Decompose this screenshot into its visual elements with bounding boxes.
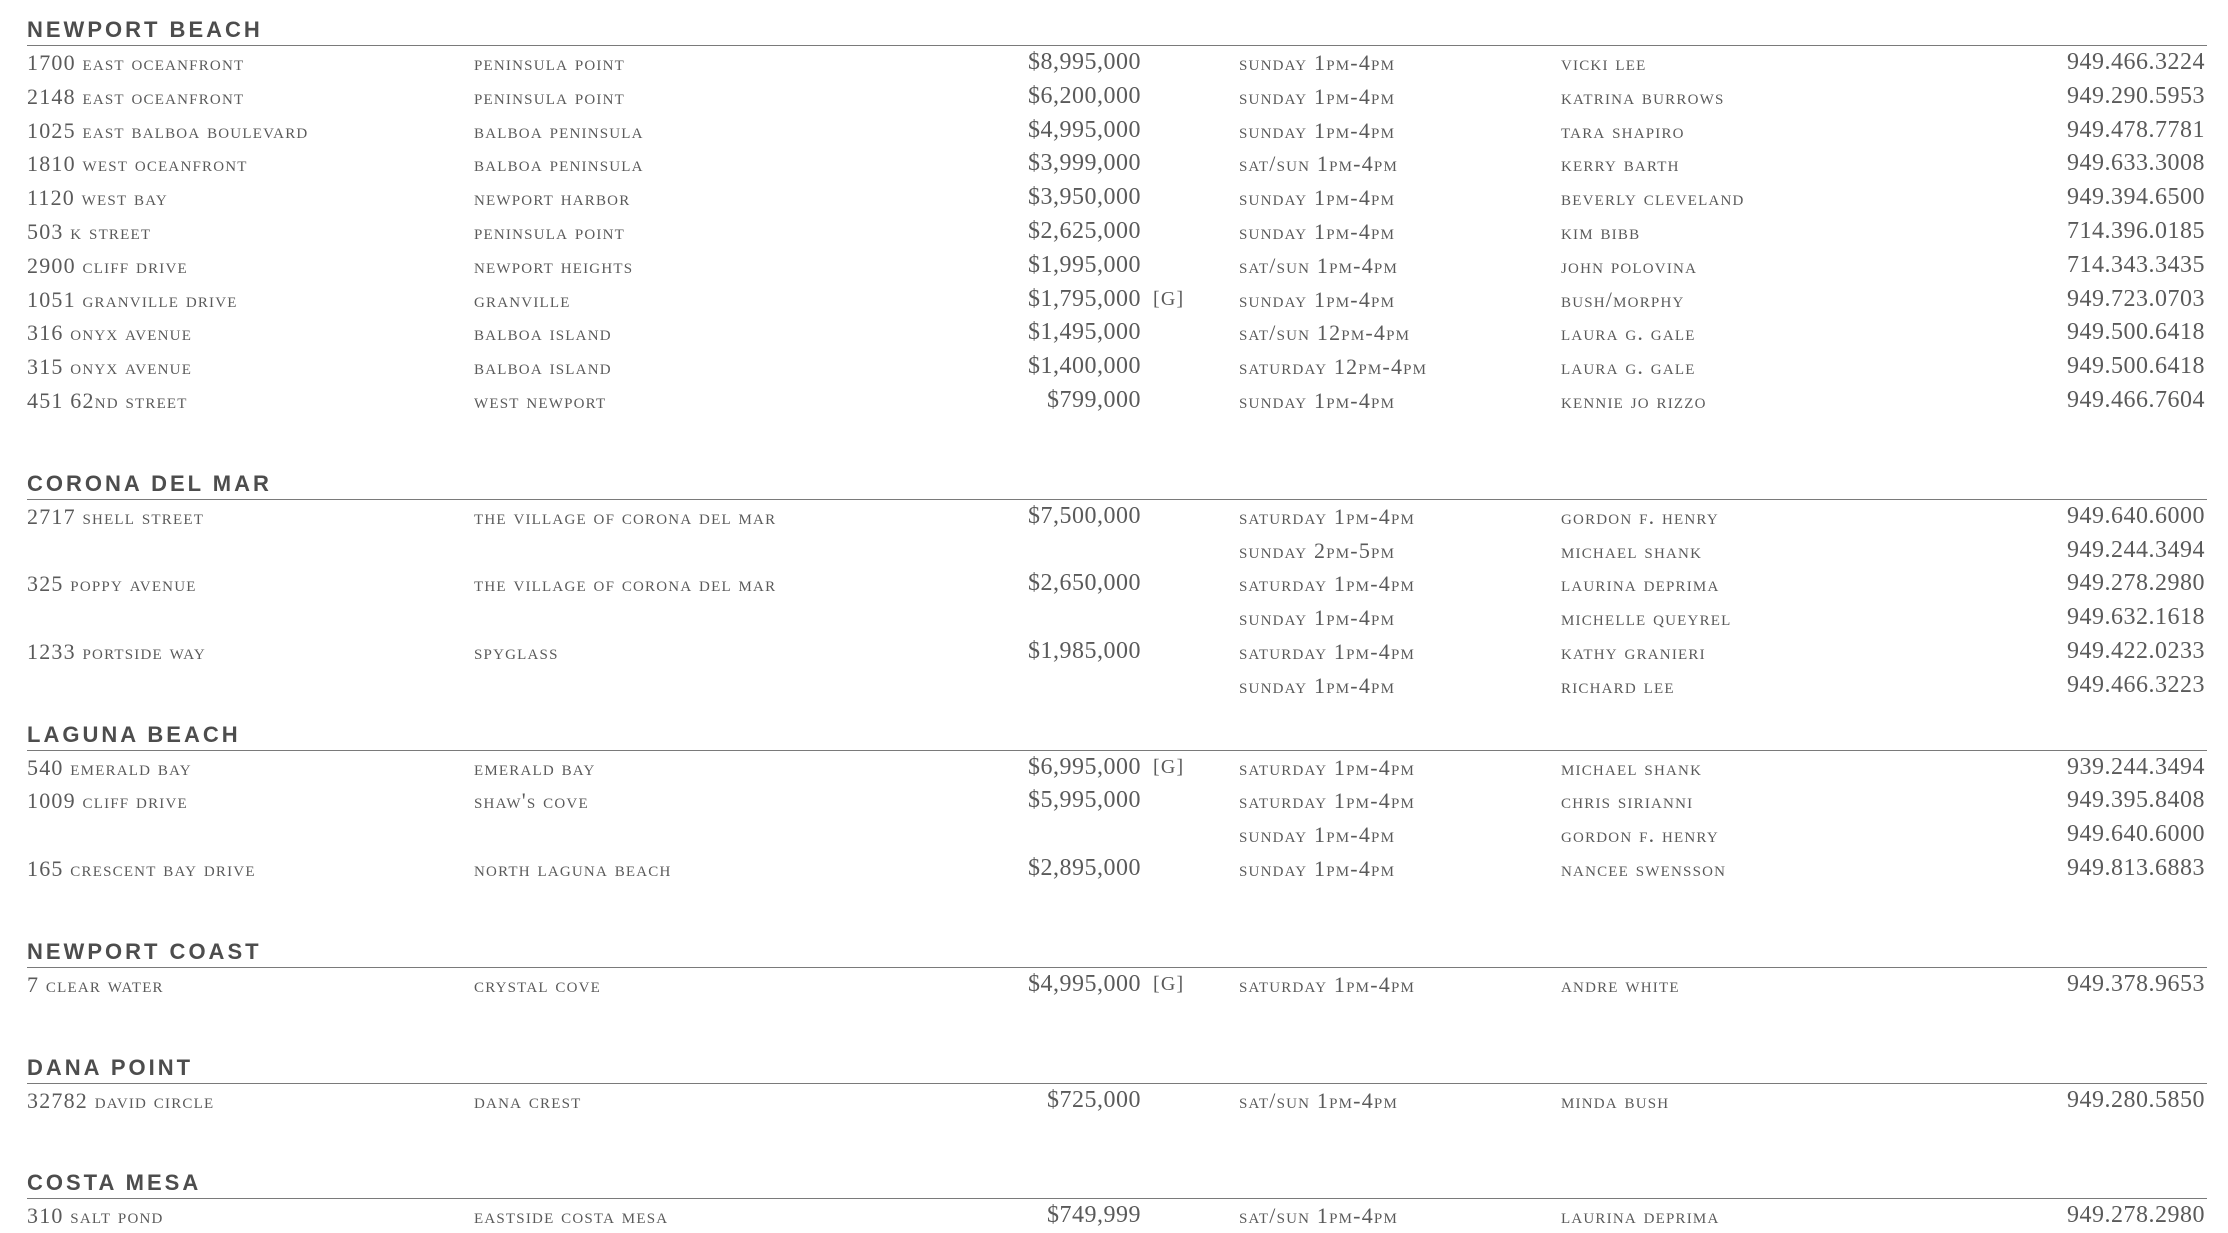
listing-row — [27, 1084, 2207, 1118]
listing-agent: nancee swensson — [1561, 855, 1727, 881]
agent-phone: 949.394.6500 — [2067, 184, 2205, 211]
section-title: COSTA MESA — [27, 1167, 2207, 1199]
open-house-time: saturday 1pm-4pm — [1239, 754, 1416, 780]
open-house-time: sunday 1pm-4pm — [1239, 855, 1396, 881]
agent-phone: 714.343.3435 — [2067, 251, 2205, 278]
listing-neighborhood: emerald bay — [474, 754, 596, 780]
open-house-time: saturday 1pm-4pm — [1239, 788, 1416, 814]
listing-price: $2,895,000 — [1028, 854, 1141, 881]
listing-agent: vicki lee — [1561, 50, 1647, 75]
listing-neighborhood: eastside costa mesa — [474, 1203, 669, 1229]
listing-address: 165 crescent bay drive — [27, 855, 256, 881]
listing-agent: beverly cleveland — [1561, 185, 1745, 211]
listing-row — [27, 350, 2207, 384]
listing-price: $6,200,000 — [1028, 82, 1141, 109]
listing-agent: kim bibb — [1561, 218, 1641, 244]
listing-address: 1810 west oceanfront — [27, 151, 248, 177]
listing-flag: [G] — [1153, 755, 1185, 778]
listing-row — [27, 1199, 2207, 1233]
listing-flag: [G] — [1153, 972, 1185, 995]
open-house-time: sunday 1pm-4pm — [1239, 387, 1396, 413]
section-title: NEWPORT COAST — [27, 936, 2207, 968]
listing-address: 1025 east balboa boulevard — [27, 117, 309, 143]
listing-neighborhood: balboa island — [474, 320, 612, 346]
listing-agent: bush/morphy — [1561, 286, 1685, 312]
open-house-time: sat/sun 1pm-4pm — [1239, 1203, 1398, 1229]
agent-phone: 949.290.5953 — [2067, 82, 2205, 109]
listing-address: 315 onyx avenue — [27, 354, 193, 380]
open-house-time: sat/sun 1pm-4pm — [1239, 1087, 1398, 1113]
region-section — [27, 468, 2207, 703]
agent-phone: 949.244.3494 — [2067, 536, 2205, 563]
listing-neighborhood: newport harbor — [474, 185, 631, 211]
listing-row — [27, 500, 2207, 534]
listing-price: $1,995,000 — [1028, 251, 1141, 278]
listing-row — [27, 784, 2207, 818]
listing-price: $4,995,000 — [1028, 116, 1141, 143]
listing-row — [27, 534, 2207, 568]
listing-agent: tara shapiro — [1561, 117, 1685, 143]
listing-price: $1,400,000 — [1028, 353, 1141, 380]
listing-address: 540 emerald bay — [27, 754, 192, 780]
open-house-time: saturday 1pm-4pm — [1239, 638, 1416, 664]
listing-row — [27, 818, 2207, 852]
open-house-listings — [27, 14, 2207, 1233]
region-section — [27, 936, 2207, 1002]
listing-row — [27, 249, 2207, 283]
agent-phone: 714.396.0185 — [2067, 217, 2205, 244]
region-section — [27, 1052, 2207, 1118]
listing-price: $1,795,000 — [1028, 285, 1141, 312]
listing-neighborhood: the village of corona del mar — [474, 503, 777, 529]
listing-price: $1,985,000 — [1028, 637, 1141, 664]
listing-neighborhood: spyglass — [474, 638, 559, 664]
listing-agent: kerry barth — [1561, 151, 1680, 177]
listing-address: 2717 shell street — [27, 503, 205, 529]
open-house-time: sat/sun 12pm-4pm — [1239, 320, 1411, 346]
agent-phone: 949.500.6418 — [2067, 353, 2205, 380]
section-spacer — [27, 703, 2207, 719]
listing-address: 1233 portside way — [27, 638, 206, 664]
listing-neighborhood: peninsula point — [474, 50, 625, 75]
listing-price: $4,995,000 — [1028, 970, 1141, 997]
listing-address: 1700 east oceanfront — [27, 50, 245, 75]
listing-price: $8,995,000 — [1028, 49, 1141, 75]
open-house-time: sunday 1pm-4pm — [1239, 672, 1396, 698]
listing-price: $725,000 — [1047, 1086, 1141, 1113]
agent-phone: 949.422.0233 — [2067, 637, 2205, 664]
open-house-time: sunday 2pm-5pm — [1239, 537, 1396, 563]
listing-price: $6,995,000 — [1028, 753, 1141, 780]
open-house-time: sunday 1pm-4pm — [1239, 117, 1396, 143]
agent-phone: 949.466.3223 — [2067, 671, 2205, 698]
listing-price: $3,999,000 — [1028, 150, 1141, 177]
listing-address: 7 clear water — [27, 971, 164, 997]
open-house-time: saturday 1pm-4pm — [1239, 571, 1416, 597]
agent-phone: 949.278.2980 — [2067, 1202, 2205, 1229]
listing-agent: chris sirianni — [1561, 788, 1694, 814]
listing-neighborhood: west newport — [474, 387, 607, 413]
listing-address: 310 salt pond — [27, 1203, 164, 1229]
listing-address: 325 poppy avenue — [27, 571, 197, 597]
listing-neighborhood: balboa peninsula — [474, 151, 644, 177]
region-section — [27, 1167, 2207, 1233]
open-house-time: sunday 1pm-4pm — [1239, 286, 1396, 312]
listing-price: $5,995,000 — [1028, 787, 1141, 814]
agent-phone: 949.280.5850 — [2067, 1086, 2205, 1113]
listing-agent: john polovina — [1561, 252, 1698, 278]
section-spacer — [27, 1002, 2207, 1052]
open-house-time: sat/sun 1pm-4pm — [1239, 151, 1398, 177]
listing-row — [27, 80, 2207, 114]
listing-row — [27, 852, 2207, 886]
listing-price: $2,650,000 — [1028, 570, 1141, 597]
listing-agent: laura g. gale — [1561, 354, 1696, 380]
listing-row — [27, 316, 2207, 350]
agent-phone: 949.466.7604 — [2067, 386, 2205, 413]
region-section — [27, 719, 2207, 886]
listing-row — [27, 181, 2207, 215]
open-house-time: sunday 1pm-4pm — [1239, 218, 1396, 244]
agent-phone: 949.466.3224 — [2067, 49, 2205, 75]
open-house-time: sunday 1pm-4pm — [1239, 83, 1396, 109]
section-title: LAGUNA BEACH — [27, 719, 2207, 751]
listing-agent: laurina deprima — [1561, 1203, 1720, 1229]
listing-address: 32782 david circle — [27, 1087, 215, 1113]
listing-neighborhood: balboa peninsula — [474, 117, 644, 143]
section-title: DANA POINT — [27, 1052, 2207, 1084]
listing-address: 2148 east oceanfront — [27, 83, 245, 109]
open-house-time: sunday 1pm-4pm — [1239, 605, 1396, 631]
listing-price: $749,999 — [1047, 1202, 1141, 1229]
open-house-time: sunday 1pm-4pm — [1239, 50, 1396, 75]
agent-phone: 949.640.6000 — [2067, 502, 2205, 529]
open-house-time: sat/sun 1pm-4pm — [1239, 252, 1398, 278]
agent-phone: 949.632.1618 — [2067, 604, 2205, 631]
listing-address: 451 62nd street — [27, 387, 188, 413]
listing-address: 1009 cliff drive — [27, 788, 188, 814]
listing-price: $799,000 — [1047, 386, 1141, 413]
listing-neighborhood: balboa island — [474, 354, 612, 380]
listing-agent: katrina burrows — [1561, 83, 1725, 109]
listing-row — [27, 147, 2207, 181]
listing-address: 1051 granville drive — [27, 286, 238, 312]
listing-agent: kathy granieri — [1561, 638, 1706, 664]
listing-neighborhood: peninsula point — [474, 83, 625, 109]
listing-agent: michelle queyrel — [1561, 605, 1732, 631]
agent-phone: 949.395.8408 — [2067, 787, 2205, 814]
section-title: CORONA DEL MAR — [27, 468, 2207, 500]
listing-agent: laurina deprima — [1561, 571, 1720, 597]
region-section — [27, 14, 2207, 418]
listing-address: 503 k street — [27, 218, 152, 244]
listing-address: 316 onyx avenue — [27, 320, 193, 346]
listing-neighborhood: shaw's cove — [474, 788, 589, 814]
listing-address: 2900 cliff drive — [27, 252, 188, 278]
agent-phone: 949.633.3008 — [2067, 150, 2205, 177]
listing-address: 1120 west bay — [27, 185, 168, 211]
section-spacer — [27, 1117, 2207, 1167]
agent-phone: 949.378.9653 — [2067, 970, 2205, 997]
open-house-time: saturday 1pm-4pm — [1239, 971, 1416, 997]
listing-row — [27, 114, 2207, 148]
listing-neighborhood: north laguna beach — [474, 855, 672, 881]
listing-row — [27, 751, 2207, 785]
listing-neighborhood: newport heights — [474, 252, 634, 278]
open-house-time: saturday 12pm-4pm — [1239, 354, 1428, 380]
listing-neighborhood: granville — [474, 286, 571, 312]
listing-row — [27, 601, 2207, 635]
listing-agent: laura g. gale — [1561, 320, 1696, 346]
agent-phone: 949.640.6000 — [2067, 821, 2205, 848]
listing-neighborhood: peninsula point — [474, 218, 625, 244]
listing-row — [27, 46, 2207, 80]
listing-agent: michael shank — [1561, 754, 1703, 780]
listing-price: $3,950,000 — [1028, 184, 1141, 211]
listing-agent: richard lee — [1561, 672, 1675, 698]
section-title: NEWPORT BEACH — [27, 14, 2207, 46]
agent-phone: 949.278.2980 — [2067, 570, 2205, 597]
listing-row — [27, 567, 2207, 601]
listing-row — [27, 283, 2207, 317]
listing-agent: gordon f. henry — [1561, 503, 1719, 529]
open-house-time: sunday 1pm-4pm — [1239, 822, 1396, 848]
agent-phone: 949.500.6418 — [2067, 319, 2205, 346]
agent-phone: 949.478.7781 — [2067, 116, 2205, 143]
listing-row — [27, 968, 2207, 1002]
listing-neighborhood: the village of corona del mar — [474, 571, 777, 597]
listing-flag: [G] — [1153, 287, 1185, 310]
listing-row — [27, 669, 2207, 703]
listing-price: $2,625,000 — [1028, 217, 1141, 244]
section-spacer — [27, 418, 2207, 468]
section-spacer — [27, 886, 2207, 936]
listing-agent: michael shank — [1561, 537, 1703, 563]
listing-price: $1,495,000 — [1028, 319, 1141, 346]
listing-row — [27, 384, 2207, 418]
agent-phone: 939.244.3494 — [2067, 753, 2205, 780]
listing-agent: gordon f. henry — [1561, 822, 1719, 848]
listing-row — [27, 215, 2207, 249]
open-house-time: saturday 1pm-4pm — [1239, 503, 1416, 529]
open-house-time: sunday 1pm-4pm — [1239, 185, 1396, 211]
listing-agent: andre white — [1561, 971, 1680, 997]
listing-row — [27, 635, 2207, 669]
listing-neighborhood: crystal cove — [474, 971, 602, 997]
listing-price: $7,500,000 — [1028, 502, 1141, 529]
listing-agent: kennie jo rizzo — [1561, 387, 1707, 413]
listing-neighborhood: dana crest — [474, 1087, 582, 1113]
agent-phone: 949.813.6883 — [2067, 854, 2205, 881]
agent-phone: 949.723.0703 — [2067, 285, 2205, 312]
listing-agent: minda bush — [1561, 1087, 1670, 1113]
